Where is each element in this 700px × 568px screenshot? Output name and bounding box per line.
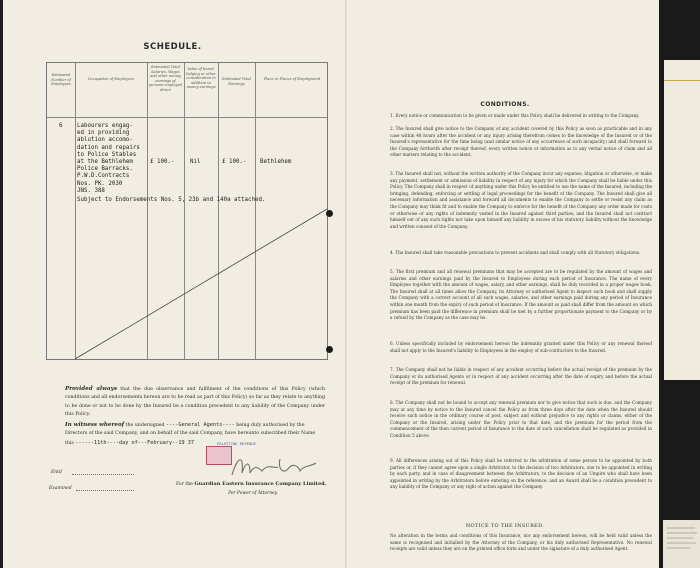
condition-2: 2. The Insured shall give notice to the Company of any accident covered by this Policy as soon as practicable and in any case within 48 hours after the accident or any injury arising therefrom comes to the knowledge of the Insured or of the Insured's representative for the time being (and similar notice of any occurrence of such incapacity) and shall forward to the Company forthwith after receipt thereof, every written notice or information as to any verbal notice of claim and all other matters relating to the accident. [390,126,652,158]
condition-9: 9. All differences arising out of this Policy shall be referred to the arbitration of some person to be appointed by both parties or, if they cannot agree upon a single Arbitrator, to the decision of two Arbitrators, one to be appointed in writing by each party, and in case of disagreement between the Arbitrators, to the decision of an Umpire who shall have been appointed in writing by the Arbitrators before entering on the reference, and an Award shall be a condition precedent to any liability of the Company or any right of action against the Company. [390,458,652,490]
conditions-title: CONDITIONS. [480,101,530,108]
column-header-board: Value of board, lodging or other consideration in addition to money earnings [186,67,216,90]
punch-hole [326,346,333,353]
notice-text: No alteration in the terms and conditions of this Insurance, nor any endorsement hereon, will be held valid unless the same is recognised and initialled by the Attorney of the Company, or his duly authorised Representative. No renewal receipts are valid unless they are on the printed office form and under the signature of a duly authorised Agent. [390,533,652,552]
row-wages: £ 100.- [150,159,175,165]
notice-title: NOTICE TO THE INSURED. [465,523,545,529]
punch-hole [326,210,333,217]
adjacent-sheet-text [666,525,699,557]
entd-line [72,474,134,475]
column-header-place: Place or Places of Employment [263,77,321,81]
power-of-attorney: Per Power of Attorney. [228,491,278,496]
company-name: Guardian Eastern Insurance Company Limited. [194,481,327,487]
row-total: £ 100.- [222,159,247,165]
witness-text-1: the undersigned [125,423,165,428]
proviso-paragraph [65,385,325,419]
illegible-text-lines [666,525,698,555]
page-fold [345,0,347,568]
column-header-wages: Estimated Total Salaries, Wages and other money earnings of persons employed direct [148,65,183,92]
witness-lead: In witness whereof [65,422,125,428]
scan-edge-left [0,0,3,568]
condition-4: 4. The Insured shall take reasonable precautions to prevent accidents and shall comply with all Statutory obligations. [390,250,641,255]
witness-this-word: this [65,440,74,446]
row-number: 6 [59,123,63,129]
stamp-cancellation-text: PALESTINE REVENUE [217,441,256,446]
schedule-table [46,62,328,360]
condition-8: 8. The Company shall not be bound to accept any renewal premium nor to give notice that such is due, and the Company may at any time by notice to the Insured cancel the Policy as from three days after the date when the Insured should receive such notice in the ordinary course of post, subject and without prejudice to any rights or claims, either of the Company or the Insured, arising under the Policy prior to that date, and the premium for the period from the commencement of the then current period of Insurance to the date of such cancellation shall be regulated as provided in Condition 5 above. [390,400,652,438]
company-line [176,481,326,487]
condition-3: 3. The Insured shall not, without the written authority of the Company incur any expense, litigation or otherwise, or make any payment, settlement or admission of liability in respect of any injury for which the Company shall be liable under this Policy. The Company shall in respect of anything under this Policy be entitled to use the name of the Insured, including the bringing, defending, enforcing or settling of legal proceedings for the benefit of the Company. The Insured shall give all necessary information and assistance and forward all documents to enable the Company to settle or resist any claim as the Company may think fit and to enable the Company to enforce for the benefit of the Company any order made for costs or otherwise or any rights of indemnity vested in the Insured against third parties; and the Insured shall not contract himself out of any such rights nor take upon himself any liability in excess of his statutory liability without the knowledge and written consent of the Company. [390,171,652,229]
handwritten-signature [228,453,323,481]
examined-label: Examined [49,486,72,491]
condition-6: 6. Unless specifically included by endorsement hereon the indemnity granted under this Policy or any renewal thereof shall not apply to the Insured's liability to Employees in the employ of sub-contractors to the Insured. [390,341,652,353]
proviso-lead: Provided always [65,386,117,392]
condition-5: 5. The first premium and all renewal premiums that may be accepted are to be regulated by the amount of wages and salaries and other earnings paid by the Insured to Employees during each period of Insurance. The name of every Employee together with the amount of wages, salary, and other earnings, shall be duly recorded in a proper wages book. The Insured shall at all times allow the Company, its Attorney or authorised Agent to inspect such book and shall supply the Company with a correct account of all such wages, salaries, and other earnings paid during any period of Insurance within one month from the expiry of such period of Insurance. If the amount so paid shall differ from the amount on which premium has been paid the difference in premium shall be met by a further proportionate payment to the Company or by a refund by the Company as the case may be. [390,269,652,321]
for-prefix: For the [176,482,193,487]
row-occupation: Labourers engag- ed in providing ablution accomo- dation and repairs to Police Stables at the Bethlehem Police Barracks. P.W.D.Contracts Nos. PK. 2030 JNS. 388 [77,123,140,194]
column-header-occupation: Occupation of Employees [87,77,135,81]
witness-text-2: being duly authorised by the Directors of the said Company, and on behalf of the said Company, have hereunto subscribed their [65,423,305,437]
proviso-text: that the due observance and fulfilment of the conditions of this Policy (which conditions and all endorsements hereon are to be read as part of this Policy) so far as they relate to anything to be done or not to be done by the Insured be a condition precedent to any liability of the Company under this Policy. [65,387,325,417]
row-place: Bethlehem [260,159,292,165]
column-header-total: Estimated Total Earnings [222,77,251,86]
row-board: Nil [190,159,201,165]
entd-label: Entd [51,470,62,475]
cancel-diagonal [47,63,329,361]
condition-1: 1. Every notice or communication to be given or made under this Policy shall be delivered in writing to the Company. [390,113,640,118]
column-header-employees: Estimated Number of Employees [51,73,71,87]
row-endorsement: Subject to Endorsements Nos. 5, 23b and 140a attached. [77,197,266,203]
witness-typed-date: ------11th----day of---February--19 37 [75,439,194,446]
condition-7: 7. The Company shall not be liable in respect of any accident occurring before the actual receipt of the premium by the Company or its authorised Agents or in respect of any accident occurring after the date of expiry and before the actual receipt of the premium for renewal. [390,367,652,386]
adjacent-sheet [664,60,700,380]
adjacent-sheet-rule [664,80,700,81]
witness-paragraph [65,421,325,448]
witness-typed-role: ----General Agents---- [166,422,235,428]
schedule-title: SCHEDULE. [143,42,202,52]
witness-name-word: Name [301,431,316,437]
